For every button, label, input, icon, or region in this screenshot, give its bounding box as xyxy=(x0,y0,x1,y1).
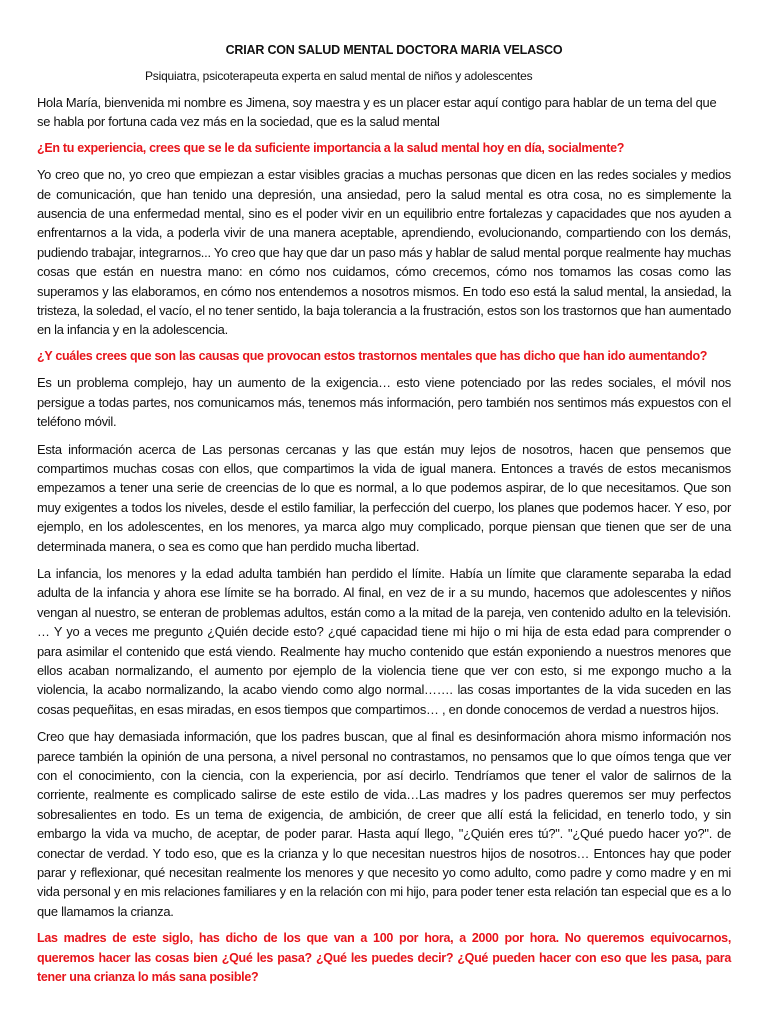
document-title: CRIAR CON SALUD MENTAL DOCTORA MARIA VELASCO xyxy=(225,43,563,57)
question-2: ¿Y cuáles crees que son las causas que provocan estos trastornos mentales que has dicho que han ido aumentando? xyxy=(37,348,708,363)
document-subtitle: Psiquiatra, psicoterapeuta experta en salud mental de niños y adolescentes xyxy=(145,69,533,83)
answer-2-paragraph-4: Creo que hay demasiada información, que los padres buscan, que al final es desinformación ahora mismo información nos parece también la opinión de una persona, a nivel personal no contrastamos, no pensamos que lo que oímos tenga que ver con el conocimiento, con la ciencia, con la experiencia, por así decirlo. Tendríamos que tener el valor de salirnos de la corriente, realmente es complicado salirse de este estilo de vida…Las madres y los padres queremos ser muy perfectos sobresalientes en todo. Es un tema de exigencia, de ambición, de creer que allí está la felicidad, en tenerlo todo, y sin embargo la vida va mucho, de aceptar, de poder parar. Hasta aquí llego, "¿Quién eres tú?". "¿Qué puedo hacer yo?". de conectar de verdad. Y todo eso, que es la crianza y lo que necesitan nuestros hijos de nosotros… Entonces hay que poder parar y reflexionar, qué necesitan realmente los menores y que necesito yo como adulto, como padre y como madre y en mi vida personal y en mis relaciones familiares y en la relación con mi hijo, para poder tener esta relación tan especial que es a lo que llamamos la crianza. xyxy=(37,729,731,919)
question-3: Las madres de este siglo, has dicho de los que van a 100 por hora, a 2000 por hora. No queremos equivocarnos, queremos hacer las cosas bien ¿Qué les pasa? ¿Qué les puedes decir? ¿Qué pueden hacer con eso que les pasa, para tener una crianza lo más sana posible? xyxy=(37,931,731,985)
document-page xyxy=(37,40,731,987)
answer-1-paragraph: Yo creo que no, yo creo que empiezan a estar visibles gracias a muchas personas que dicen en las redes sociales y medios de comunicación, que han tenido una depresión, una ansiedad, pero la salud mental es otra cosa, no es simplemente la ausencia de una enfermedad mental, sino es el poder vivir en un equilibrio entre fortalezas y capacidades que nos ayuden a enfrentarnos a la vida, a poderla vivir de una manera aceptable, aprendiendo, evolucionando, compartiendo con los demás, pudiendo trabajar, integrarnos... Yo creo que hay que dar un paso más y hablar de salud mental porque realmente hay muchas cosas que están en nuestra mano: en cómo nos cuidamos, cómo crecemos, cómo nos tomamos las cosas como las superamos y las elaboramos, en cómo nos entendemos a nosotros mismos. En todo eso está la salud mental, la ansiedad, la tristeza, la soledad, el vacío, el no tener sentido, la baja tolerancia a la frustración, estos son los trastornos que han aumentado en la infancia y en la adolescencia. xyxy=(37,167,731,338)
answer-2-paragraph-3: La infancia, los menores y la edad adulta también han perdido el límite. Había un límite que claramente separaba la edad adulta de la infancia y ahora ese límite se ha borrado. Al final, en vez de ir a su mundo, hacemos que adolescentes y niños vengan al nuestro, se enteran de problemas adultos, están como a la mitad de la pareja, ven contenido adulto en la televisión. … Y yo a veces me pregunto ¿Quién decide esto? ¿qué capacidad tiene mi hijo o mi hija de esta edad para comprender o para asimilar el contenido que está viendo. Realmente hay mucho contenido que están exponiendo a nuestros menores que ellos acaban normalizando, el aumento por ejemplo de la violencia tiene que ver con esto, si me expongo mucho a la violencia, la acabo normalizando, la acabo viendo como algo normal……. las cosas importantes de la vida suceden en las cosas pequeñitas, en esas miradas, en esos tiempos que compartimos… , en donde conocemos de verdad a nuestros hijos. xyxy=(37,565,731,717)
answer-2-paragraph-1: Es un problema complejo, hay un aumento de la exigencia… esto viene potenciado por las redes sociales, el móvil nos persigue a todas partes, nos comunicamos más, tenemos más información, pero también nos sentimos más expuestos con el teléfono móvil. xyxy=(37,375,731,430)
answer-2-paragraph-2: Esta información acerca de Las personas cercanas y las que están muy lejos de nosotros, hacen que pensemos que compartimos muchas cosas con ellos, que compartimos la vida de igual manera. Entonces a través de estos mecanismos empezamos a tener una serie de creencias de lo que es normal, a lo que podemos aspirar, de lo que necesitamos. Que son muy exigentes a todos los niveles, desde el estilo familiar, la perfección del cuerpo, los planes que podemos hacer. Y eso, por ejemplo, en los adolescentes, en los menores, ya marca algo muy complicado, porque piensan que tienen que ser de una determinada manera, o sea es como que han perdido mucha libertad. xyxy=(37,441,731,554)
question-1: ¿En tu experiencia, crees que se le da suficiente importancia a la salud mental hoy en día, socialmente? xyxy=(37,140,625,155)
intro-paragraph: Hola María, bienvenida mi nombre es Jimena, soy maestra y es un placer estar aquí contigo para hablar de un tema del que se habla por fortuna cada vez más en la sociedad, que es la salud mental xyxy=(37,95,717,130)
